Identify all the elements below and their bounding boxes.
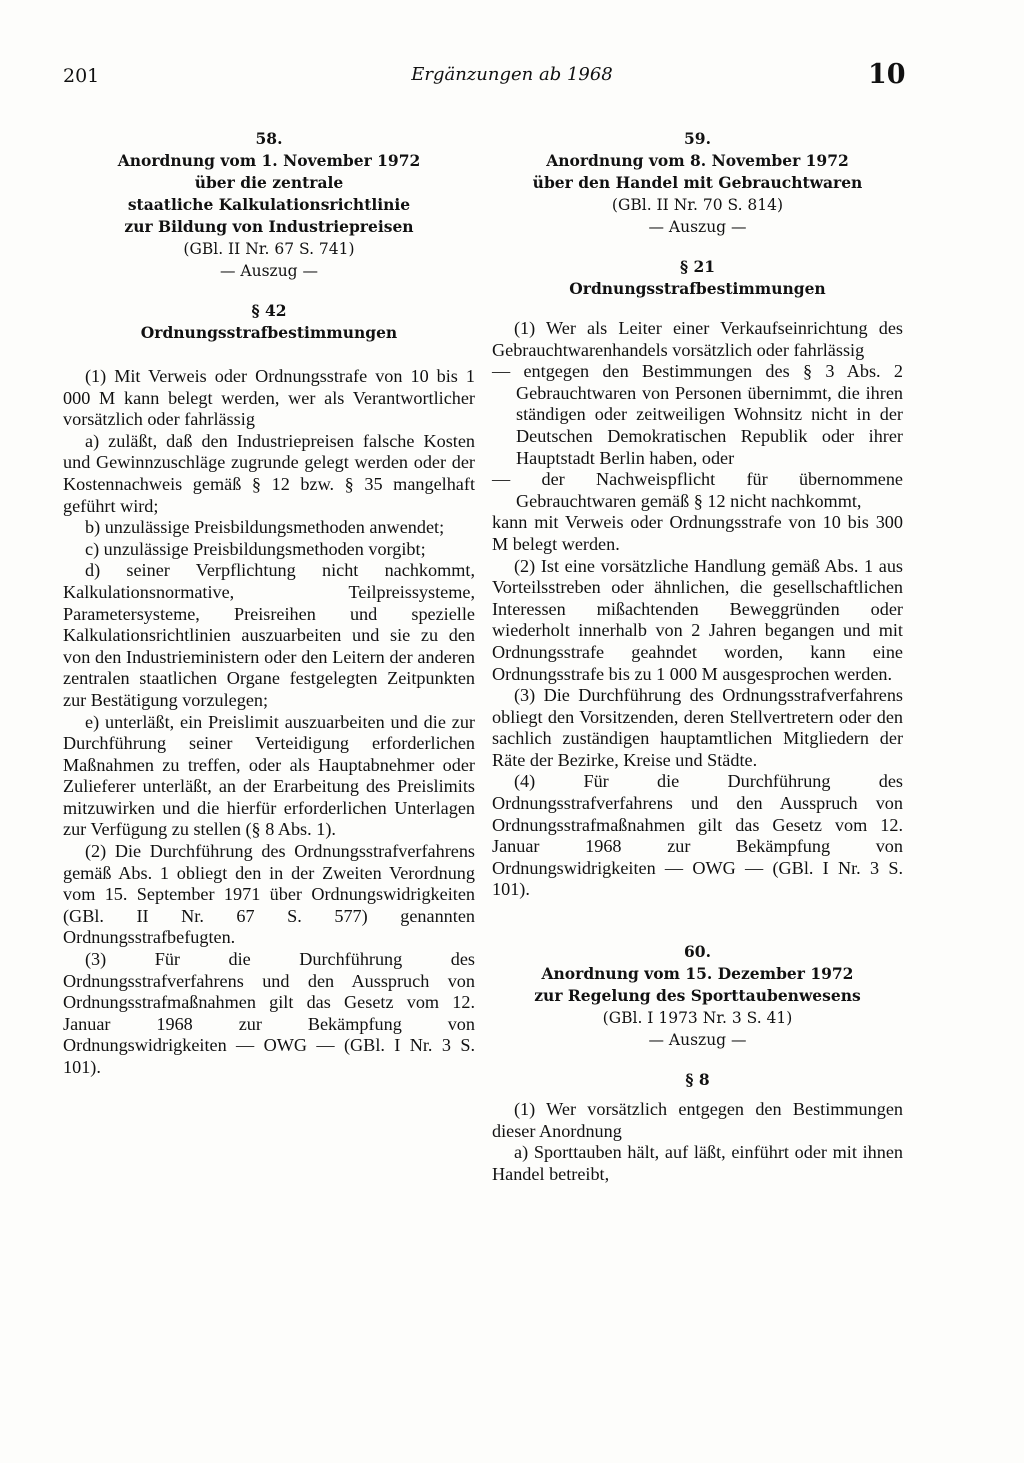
left-column <box>63 128 475 1079</box>
regulation-number: 58. <box>255 129 283 148</box>
section-title: Ordnungsstrafbestimmungen <box>569 279 826 298</box>
paragraph: (1) Mit Verweis oder Ordnungsstrafe von 10 bis 1 000 M kann belegt werden, wer als Verantwortlicher vorsätzlich oder fahrlässig <box>63 366 475 430</box>
section-number: § 42 <box>251 301 287 320</box>
paragraph: (3) Die Durchführung des Ordnungsstrafverfahrens obliegt den Vorsitzenden, deren Stellvertretern oder den sachlich zuständigen hauptamtlichen Mitgliedern der Räte der Bezirke, Kreise und Städte. <box>492 685 903 770</box>
section-number: § 21 <box>679 257 716 276</box>
list-item: b) unzulässige Preisbildungsmethoden anwendet; <box>85 517 445 538</box>
dash-list-item: — entgegen den Bestimmungen des § 3 Abs. 2 Gebrauchtwaren von Personen übernimmt, die ihren ständigen oder zeitweiligen Wohnsitz nicht in der Deutschen Demokratischen Republik oder ihrer Hauptstadt Berlin haben, oder <box>492 361 903 468</box>
source-reference: (GBl. II Nr. 67 S. 741) <box>183 240 355 258</box>
paragraph: (1) Wer als Leiter einer Verkaufseinrichtung des Gebrauchtwarenhandels vorsätzlich oder fahrlässig <box>492 318 903 360</box>
title-line: zur Regelung des Sporttaubenwesens <box>534 986 861 1006</box>
regulation-60-heading <box>492 941 903 1051</box>
section-body <box>63 366 475 1079</box>
paragraph: (3) Für die Durchführung des Ordnungsstrafverfahrens und den Ausspruch von Ordnungsstrafmaßnahmen gilt das Gesetz vom 12. Januar 1968 zur Bekämpfung von Ordnungswidrigkeiten — OWG — (GBl. I Nr. 3 S. 101). <box>63 949 475 1077</box>
regulation-59-heading <box>492 128 903 238</box>
list-item: a) zuläßt, daß den Industriepreisen falsche Kosten und Gewinnzuschläge zugrunde gelegt werden oder der Kostennachweis gemäß § 12 bzw. § 35 mangelhaft geführt wird; <box>63 430 475 516</box>
page-header <box>0 59 1024 92</box>
title-line: Anordnung vom 1. November 1972 <box>117 151 421 170</box>
source-reference: (GBl. II Nr. 70 S. 814) <box>611 196 784 214</box>
regulation-58-heading <box>63 128 475 282</box>
page-number-left: 201 <box>63 65 100 87</box>
list-item: d) seiner Verpflichtung nicht nachkommt, Kalkulationsnormative, Teilpreissysteme, Parametersysteme, Preisreihen und spezielle Kalkulationsrichtlinien auszuarbeiten und sie zu den von den Industrieministern oder den Leitern der anderen zentralen staatlichen Organe festgelegten Zeitpunkten zur Bestätigung vorzulegen; <box>63 560 475 710</box>
paragraph: (2) Ist eine vorsätzliche Handlung gemäß Abs. 1 aus Vorteilsstreben oder ähnlichen, die gesellschaftlichen Interessen mißachtenden Beweggründen oder wiederholt innerhalb von 2 Jahren begangen und mit Ordnungsstrafe geahndet worden, kann eine Ordnungsstrafe bis zu 1 000 M ausgesprochen werden. <box>492 555 903 684</box>
title-line: über die zentrale <box>194 173 344 192</box>
list-item: e) unterläßt, ein Preislimit auszuarbeiten und die zur Durchführung seiner Verteidigung erforderlichen Maßnahmen zu treffen, oder als Hauptabnehmer oder Zulieferer unterläßt, an der Erarbeitung des Preislimits mitzuwirken und die hierfür erforderlichen Unterlagen zur Verfügung zu stellen (§ 8 Abs. 1). <box>63 711 475 840</box>
regulation-number: 60. <box>684 942 711 962</box>
title-line: zur Bildung von Industriepreisen <box>124 217 414 236</box>
section-body <box>492 318 903 901</box>
section-number: § 8 <box>685 1070 710 1090</box>
section-body <box>492 1099 903 1185</box>
excerpt-label: — Auszug — <box>219 262 319 280</box>
section-title: Ordnungsstrafbestimmungen <box>140 323 398 342</box>
right-column <box>492 128 903 1185</box>
chapter-number: 10 <box>868 59 906 90</box>
paragraph-continuation: kann mit Verweis oder Ordnungsstrafe von 10 bis 300 M belegt werden. <box>492 512 903 554</box>
excerpt-label: — Auszug — <box>648 218 747 236</box>
title-line: staatliche Kalkulationsrichtlinie <box>127 195 411 214</box>
regulation-number: 59. <box>684 129 711 148</box>
list-item: a) Sporttauben hält, auf läßt, einführt oder mit ihnen Handel betreibt, <box>492 1142 903 1184</box>
title-line: Anordnung vom 15. Dezember 1972 <box>541 964 854 984</box>
paragraph: (1) Wer vorsätzlich entgegen den Bestimmungen dieser Anordnung <box>492 1099 903 1141</box>
dash-list-item: — der Nachweispflicht für übernommene Gebrauchtwaren gemäß § 12 nicht nachkommt, <box>492 469 903 511</box>
title-line: über den Handel mit Gebrauchtwaren <box>532 173 863 192</box>
paragraph: (2) Die Durchführung des Ordnungsstrafverfahrens gemäß Abs. 1 obliegt den in der Zweiten Verordnung vom 15. September 1971 über Ordnungswidrigkeiten (GBl. II Nr. 67 S. 577) genannten Ordnungsstrafbefugten. <box>63 841 475 948</box>
source-reference: (GBl. I 1973 Nr. 3 S. 41) <box>602 1009 793 1028</box>
paragraph: (4) Für die Durchführung des Ordnungsstrafverfahrens und den Ausspruch von Ordnungsstrafmaßnahmen gilt das Gesetz vom 12. Januar 1968 zur Bekämpfung von Ordnungswidrigkeiten — OWG — (GBl. I Nr. 3 S. 101). <box>492 771 903 900</box>
excerpt-label: — Auszug — <box>648 1031 747 1050</box>
title-line: Anordnung vom 8. November 1972 <box>546 151 849 170</box>
running-title: Ergänzungen ab 1968 <box>411 64 613 85</box>
list-item: c) unzulässige Preisbildungsmethoden vorgibt; <box>85 538 426 559</box>
